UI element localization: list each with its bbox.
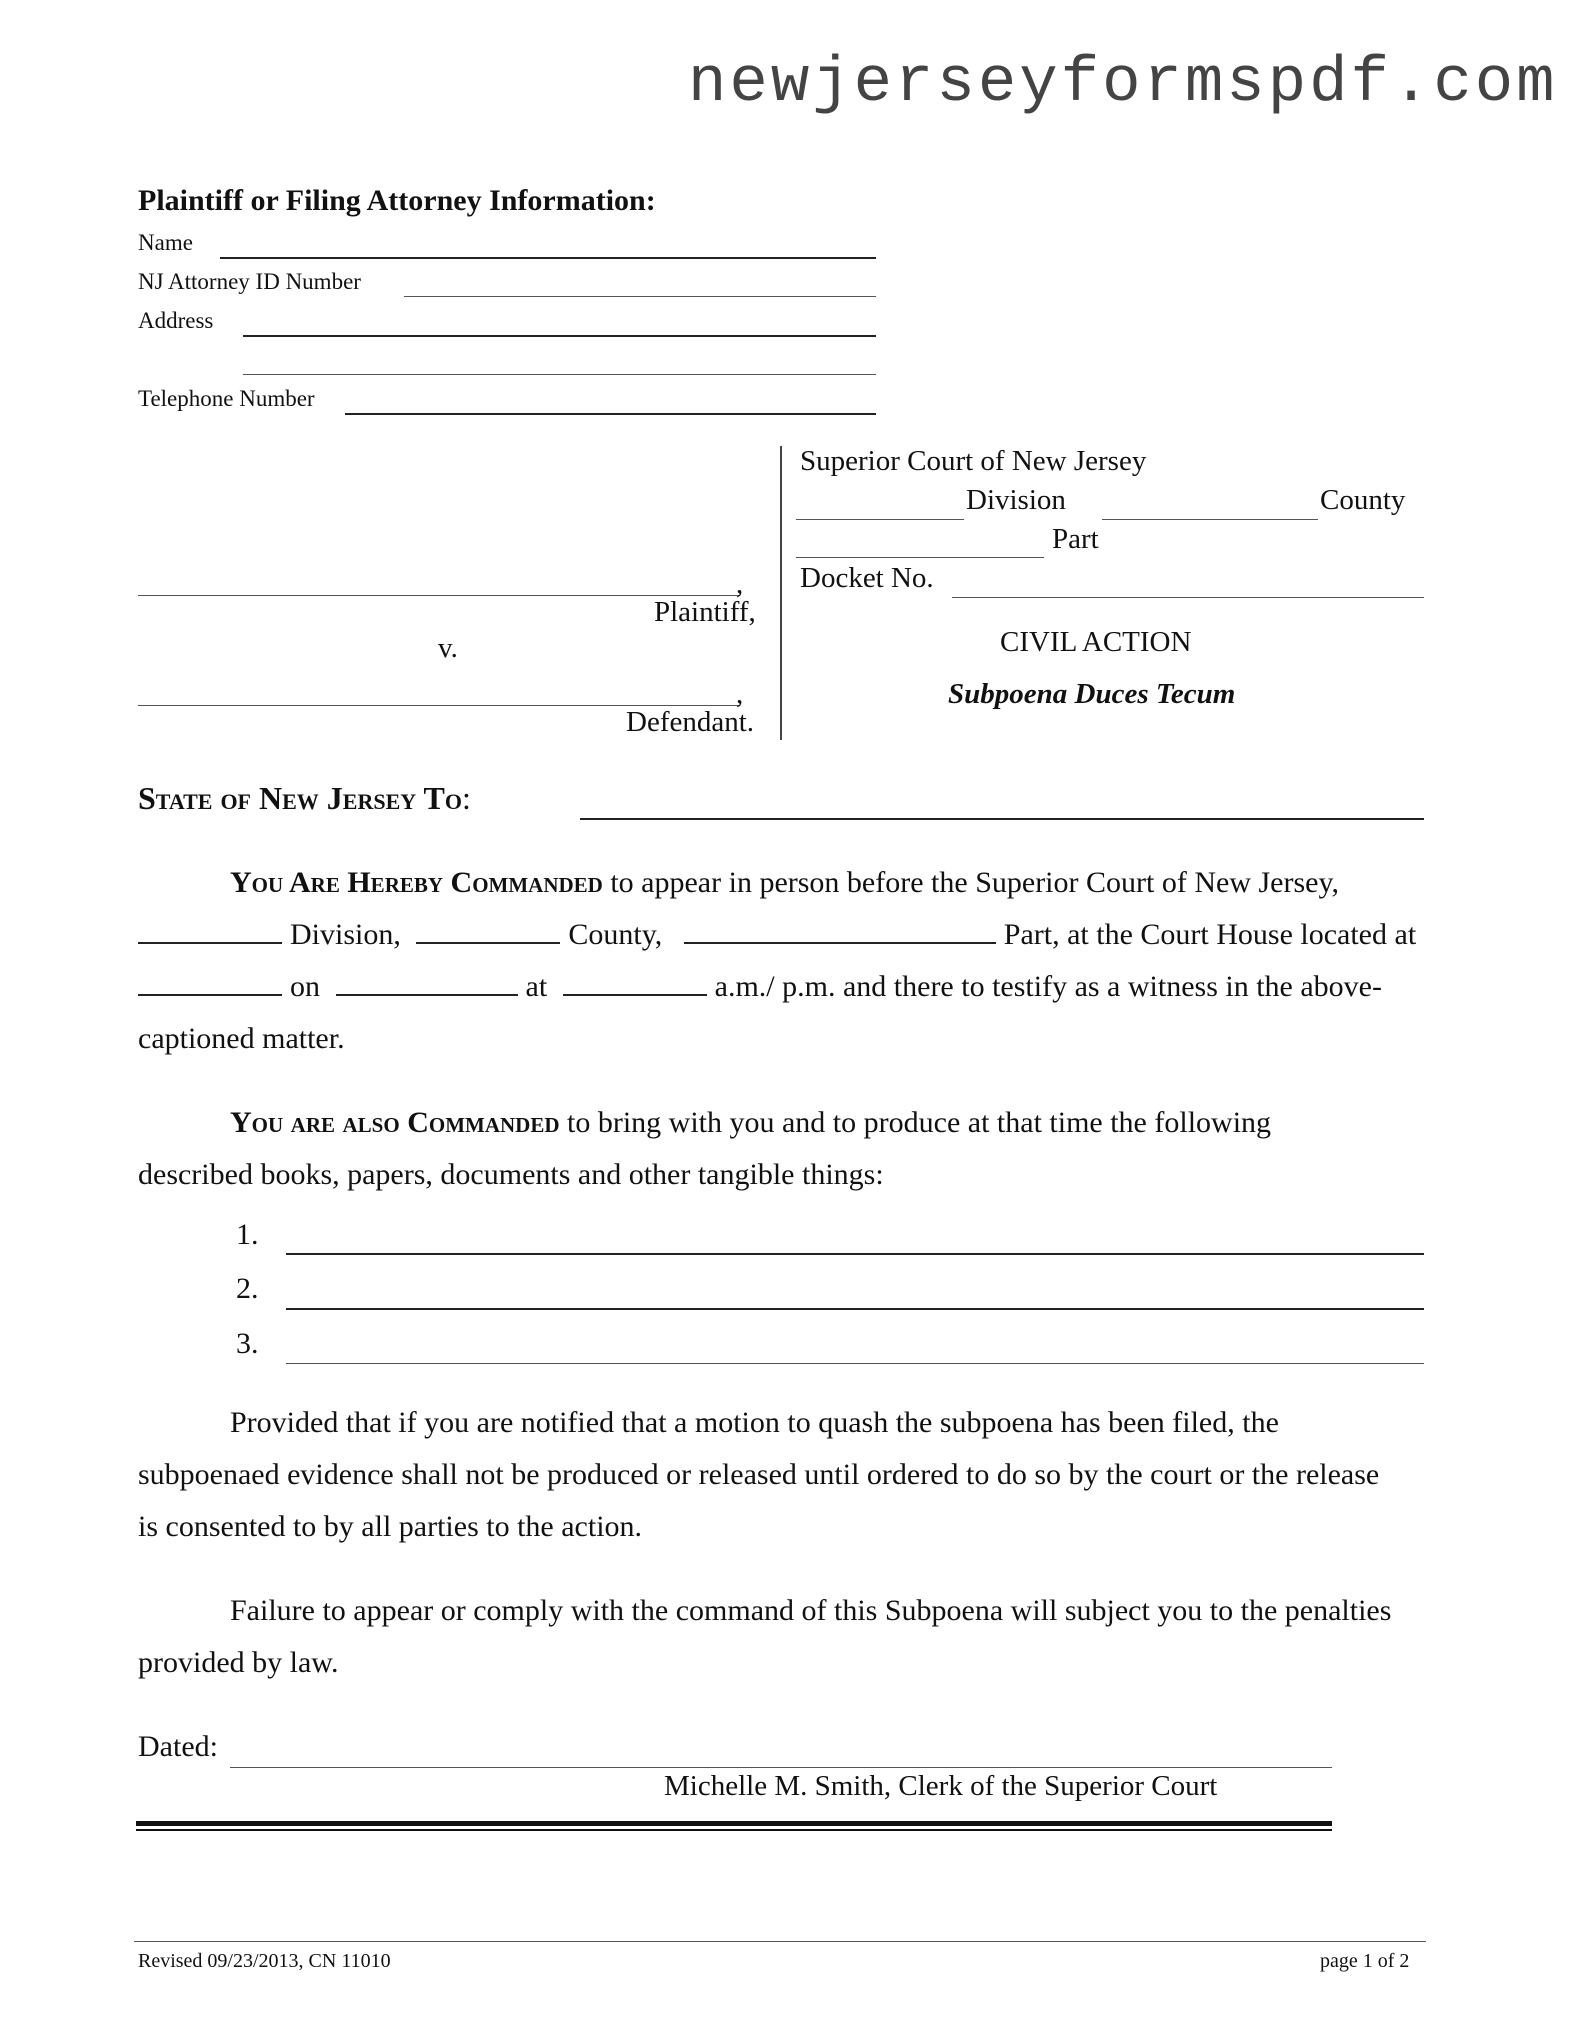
name-field[interactable] bbox=[220, 257, 876, 259]
command-line-1-rest: to appear in person before the Superior Court of New Jersey, bbox=[610, 866, 1340, 899]
address-label: Address bbox=[138, 308, 214, 333]
defendant-label: Defendant. bbox=[626, 706, 755, 738]
command-line-2 bbox=[138, 918, 1416, 952]
plaintiff-comma: , bbox=[736, 568, 744, 600]
versus-label: v. bbox=[438, 632, 458, 664]
part-field[interactable] bbox=[796, 557, 1044, 558]
address-field-line-1[interactable] bbox=[243, 335, 876, 337]
command-line-1 bbox=[230, 866, 1339, 900]
also-line-1-rest: to bring with you and to produce at that time the following bbox=[567, 1106, 1272, 1139]
footer-page-number: page 1 of 2 bbox=[1320, 1950, 1410, 1972]
item-1-field[interactable] bbox=[286, 1253, 1424, 1255]
civil-action-label: CIVIL ACTION bbox=[1000, 626, 1192, 658]
command-county-field[interactable] bbox=[416, 941, 560, 944]
item-number-1: 1. bbox=[236, 1218, 259, 1251]
item-2-field[interactable] bbox=[286, 1308, 1424, 1310]
failure-line-2: provided by law. bbox=[138, 1646, 339, 1679]
command-line-3 bbox=[138, 970, 1382, 1004]
command-part-field[interactable] bbox=[684, 941, 996, 944]
plaintiff-label: Plaintiff, bbox=[654, 596, 756, 628]
telephone-field[interactable] bbox=[345, 413, 876, 415]
attorney-info-title: Plaintiff or Filing Attorney Information: bbox=[138, 184, 656, 217]
command-on-label: on bbox=[290, 970, 320, 1003]
state-to-label: State of New Jersey To bbox=[138, 780, 463, 816]
address-field-line-2[interactable] bbox=[243, 374, 876, 375]
state-to-heading bbox=[138, 780, 471, 817]
command-at-label: at bbox=[525, 970, 548, 1003]
dated-label: Dated: bbox=[138, 1730, 218, 1763]
watermark-text: newjerseyformspdf.com bbox=[688, 48, 1558, 120]
state-to-colon: : bbox=[462, 780, 471, 816]
proviso-line-2: subpoenaed evidence shall not be produced or released until ordered to do so by the court or the release bbox=[138, 1458, 1380, 1491]
division-field[interactable] bbox=[796, 519, 964, 520]
defendant-comma: , bbox=[736, 678, 744, 710]
proviso-line-3: is consented to by all parties to the action. bbox=[138, 1510, 643, 1543]
item-number-2: 2. bbox=[236, 1272, 259, 1305]
command-date-field[interactable] bbox=[138, 993, 282, 996]
name-label: Name bbox=[138, 230, 193, 255]
part-label: Part bbox=[1052, 523, 1099, 555]
item-number-3: 3. bbox=[236, 1327, 259, 1360]
command-division-field[interactable] bbox=[138, 941, 282, 944]
command-line-4: captioned matter. bbox=[138, 1022, 345, 1055]
county-label: County bbox=[1320, 484, 1406, 516]
also-line-2: described books, papers, documents and other tangible things: bbox=[138, 1158, 884, 1191]
state-to-recipient-field[interactable] bbox=[580, 818, 1424, 820]
footer-revised: Revised 09/23/2013, CN 11010 bbox=[138, 1950, 391, 1972]
item-3-field[interactable] bbox=[286, 1363, 1424, 1364]
county-field[interactable] bbox=[1102, 519, 1318, 520]
court-name: Superior Court of New Jersey bbox=[800, 445, 1147, 477]
attorney-id-field[interactable] bbox=[404, 296, 876, 297]
command-lead: You Are Hereby Commanded bbox=[230, 866, 603, 899]
command-division-label: Division, bbox=[290, 918, 401, 951]
division-label: Division bbox=[966, 484, 1066, 516]
footer-rule bbox=[134, 1941, 1426, 1942]
clerk-signature-label: Michelle M. Smith, Clerk of the Superior Court bbox=[664, 1770, 1218, 1802]
command-on-field[interactable] bbox=[336, 993, 518, 996]
command-part-label: Part, at the Court House located at bbox=[1003, 918, 1417, 951]
docket-number-field[interactable] bbox=[952, 597, 1424, 598]
failure-line-1: Failure to appear or comply with the command of this Subpoena will subject you to the penalties bbox=[230, 1594, 1392, 1627]
command-county-label: County, bbox=[568, 918, 663, 951]
signature-rule-thin bbox=[136, 1829, 1332, 1831]
attorney-id-label: NJ Attorney ID Number bbox=[138, 269, 361, 294]
dated-field[interactable] bbox=[230, 1767, 1332, 1768]
document-type-title: Subpoena Duces Tecum bbox=[948, 678, 1236, 710]
telephone-label: Telephone Number bbox=[138, 386, 315, 411]
signature-rule-thick bbox=[136, 1821, 1332, 1826]
also-line-1 bbox=[230, 1106, 1271, 1140]
command-ampm-text: a.m./ p.m. and there to testify as a witness in the above- bbox=[714, 970, 1382, 1003]
caption-divider bbox=[780, 446, 782, 740]
plaintiff-name-field[interactable] bbox=[138, 595, 740, 596]
proviso-line-1: Provided that if you are notified that a motion to quash the subpoena has been filed, the bbox=[230, 1406, 1279, 1439]
command-time-field[interactable] bbox=[563, 993, 707, 996]
also-lead: You are also Commanded bbox=[230, 1106, 560, 1139]
docket-label: Docket No. bbox=[800, 562, 934, 594]
